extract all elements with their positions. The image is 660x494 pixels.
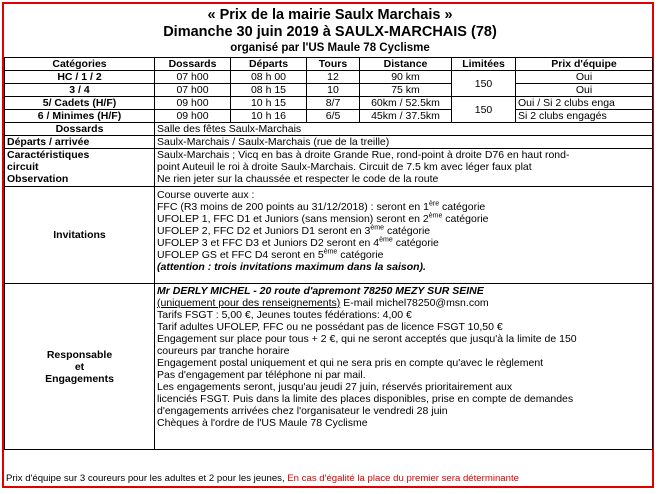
cell-departs: 10 h 16 — [231, 110, 307, 123]
engagement-line: coureurs par tranche horaire — [157, 345, 290, 357]
cell-distance: 60km / 52.5km — [360, 97, 452, 110]
invitation-line: UFOLEP 1, FFC D1 et Juniors (sans mension) seront en 2ème catégorie — [157, 212, 489, 225]
invitation-line: FFC (R3 moins de 200 points au 31/12/2018) : seront en 1ère catégorie — [157, 200, 486, 213]
cell-dossards: 09 h00 — [155, 97, 231, 110]
cell-categorie: 6 / Minimes (H/F) — [5, 110, 155, 123]
circuit-line: point Auteuil le roi à droite Saulx-Marchais. Circuit de 7.5 km avec léger faux plat — [157, 161, 532, 173]
header-row — [5, 58, 653, 71]
value-responsable — [155, 284, 653, 450]
engagement-line: Engagement postal uniquement et qui ne sera pris en compte qu'avec le règlement — [157, 357, 544, 369]
label-line: Observation — [7, 173, 69, 185]
cell-prix: Oui / Si 2 clubs enga — [516, 97, 653, 110]
label-dossards: Dossards — [5, 123, 155, 136]
dossards-row — [5, 123, 653, 136]
label-line: Caractéristiques — [7, 149, 90, 161]
value-departs-arrivee: Saulx-Marchais / Saulx-Marchais (rue de la treille) — [155, 136, 653, 149]
value-circuit — [155, 149, 653, 187]
cell-categorie: HC / 1 / 2 — [5, 71, 155, 84]
cell-tours: 6/5 — [307, 110, 360, 123]
circuit-line: Saulx-Marchais ; Vicq en bas à droite Grande Rue, rond-point à droite D76 en haut rond- — [157, 149, 570, 161]
invitation-line: UFOLEP GS et FFC D4 seront en 5ème catégorie — [157, 248, 384, 261]
cell-categorie: 5/ Cadets (H/F) — [5, 97, 155, 110]
value-invitations — [155, 187, 653, 284]
cell-dossards: 07 h00 — [155, 84, 231, 97]
departs-row — [5, 136, 653, 149]
header-limitees: Limitées — [452, 58, 516, 71]
invitation-line: UFOLEP 3 et FFC D3 et Juniors D2 seront en 4ème catégorie — [157, 236, 439, 249]
engagement-line: Tarif adultes UFOLEP, FFC ou ne possédant pas de licence FSGT 10,50 € — [157, 321, 503, 333]
responsable-name-line: Mr DERLY MICHEL - 20 route d'apremont 78250 MEZY SUR SEINE — [157, 285, 484, 297]
title-prix: « Prix de la mairie Saulx Marchais » — [207, 7, 453, 23]
cell-categorie: 3 / 4 — [5, 84, 155, 97]
header-dossards: Dossards — [155, 58, 231, 71]
label-invitations: Invitations — [5, 187, 155, 284]
label-line: circuit — [7, 161, 39, 173]
header-categories: Catégories — [5, 58, 155, 71]
engagement-line: Chèques à l'ordre de l'US Maule 78 Cyclisme — [157, 417, 368, 429]
race-table — [4, 57, 653, 450]
cell-distance: 75 km — [360, 84, 452, 97]
responsable-row — [5, 284, 653, 450]
responsable-contact-line: (uniquement pour des renseignements) E-mail michel78250@msn.com — [157, 297, 489, 309]
cell-prix: Oui — [516, 71, 653, 84]
table-row — [5, 97, 653, 110]
cell-tours: 10 — [307, 84, 360, 97]
engagement-line: Engagement sur place pour tous + 2 €, qui ne seront acceptés que jusqu'à la limite de 150 — [157, 333, 577, 345]
invitations-row — [5, 187, 653, 284]
engagement-line: d'engagements arrivées chez l'organisateur le vendredi 28 juin — [157, 405, 448, 417]
header-distance: Distance — [360, 58, 452, 71]
table-row — [5, 84, 653, 97]
label-responsable: Responsable et Engagements — [5, 284, 155, 450]
title-date-lieu: Dimanche 30 juin 2019 à SAULX-MARCHAIS (78) — [163, 24, 497, 40]
label-caracteristiques — [5, 149, 155, 187]
label-departs-arrivee: Départs / arrivée — [5, 136, 155, 149]
cell-tours: 8/7 — [307, 97, 360, 110]
value-dossards: Salle des fêtes Saulx-Marchais — [155, 123, 653, 136]
cell-prix: Si 2 clubs engagés — [516, 110, 653, 123]
header-prix: Prix d'équipe — [516, 58, 653, 71]
invitation-line: UFOLEP 2, FFC D2 et Juniors D1 seront en 3ème catégorie — [157, 224, 431, 237]
cell-dossards: 07 h00 — [155, 71, 231, 84]
cell-limitees: 150 — [452, 97, 516, 123]
cell-limitees: 150 — [452, 71, 516, 97]
circuit-row — [5, 149, 653, 187]
circuit-line: Ne rien jeter sur la chaussée et respecter le code de la route — [157, 173, 439, 185]
footer-red-text: En cas d'égalité la place du premier sera déterminante — [287, 473, 519, 484]
cell-departs: 10 h 15 — [231, 97, 307, 110]
cell-prix: Oui — [516, 84, 653, 97]
header-departs: Départs — [231, 58, 307, 71]
cell-distance: 90 km — [360, 71, 452, 84]
header-tours: Tours — [307, 58, 360, 71]
engagement-line: Tarifs FSGT : 5,00 €, Jeunes toutes fédérations: 4,00 € — [157, 309, 412, 321]
title-organisateur: organisé par l'US Maule 78 Cyclisme — [230, 42, 430, 54]
cell-departs: 08 h 15 — [231, 84, 307, 97]
engagement-line: Les engagements seront, jusqu'au jeudi 27 juin, réservés prioritairement aux — [157, 381, 513, 393]
cell-distance: 45km / 37.5km — [360, 110, 452, 123]
cell-departs: 08 h 00 — [231, 71, 307, 84]
invitation-line: Course ouverte aux : — [157, 189, 255, 201]
engagement-line: licenciés FSGT. Puis dans la limite des places disponibles, prise en compte de demandes — [157, 393, 574, 405]
footer-note — [6, 473, 652, 484]
table-row — [5, 71, 653, 84]
cell-dossards: 09 h00 — [155, 110, 231, 123]
cell-tours: 12 — [307, 71, 360, 84]
table-row — [5, 110, 653, 123]
footer-text: Prix d'équipe sur 3 coureurs pour les adultes et 2 pour les jeunes, — [6, 473, 288, 484]
invitation-warning: (attention : trois invitations maximum dans la saison). — [157, 261, 426, 273]
engagement-line: Pas d'engagement par téléphone ni par mail. — [157, 369, 366, 381]
